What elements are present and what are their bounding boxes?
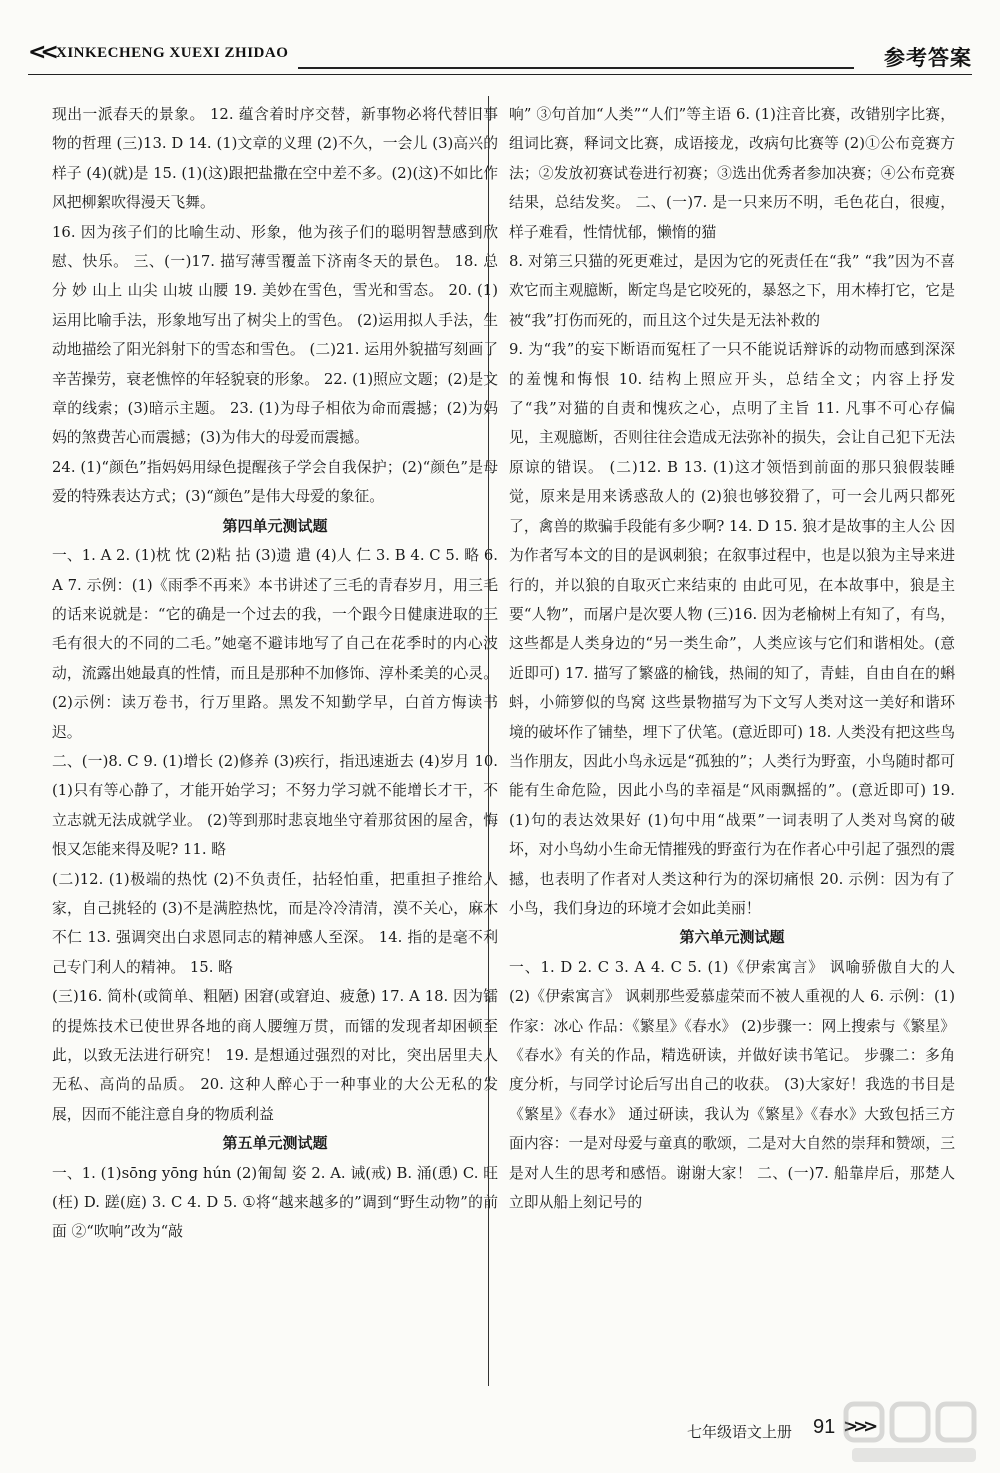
answer-paragraph: 现出一派春天的景象。 12. 蕴含着时序交替，新事物必将代替旧事物的哲理 (三)13. D 14. (1)文章的义理 (2)不久，一会儿 (3)高兴的样子 (4)(就)是 15. (1)(这)跟把盐撒在空中差不多。(2)(这)不如比作风把柳絮吹得漫天飞舞。 [52,106,498,212]
book-label: 七年级语文上册 [687,1423,793,1441]
series-brand: XINKECHENG XUEXI ZHIDAO [56,45,289,61]
header-rule [298,67,854,69]
section-heading-unit5: 第五单元测试题 [222,1134,328,1153]
column-divider [488,96,489,1386]
answer-paragraph: 24. (1)“颜色”指妈妈用绿色提醒孩子学会自我保护；(2)“颜色”是母爱的特殊表达方式；(3)“颜色”是伟大母爱的象征。 [52,458,498,506]
answer-paragraph: 一、1. A 2. (1)枕 忱 (2)粘 拈 (3)遗 遣 (4)人 仁 3. B 4. C 5. 略 6. A 7. 示例：(1)《雨季不再来》本书讲述了三毛的青春岁月，用三毛的话来说就是：“它的确是一个过去的我，一个跟今日健康进取的三毛有很大的不同的二毛。”她毫不避讳地写了自己在花季时的内心波动，流露出她最真的性情，而且是那种不加修饰、淳朴柔美的心灵。 (2)示例：读万卷书，行万里路。黑发不知勤学早，白首方悔读书迟。 [52,547,498,741]
left-column [52,100,498,1247]
triple-chevron-right-icon: >>> [843,1416,874,1437]
page-title: 参考答案 [884,46,972,70]
section-heading-unit6: 第六单元测试题 [679,928,785,947]
answer-paragraph: 二、(一)8. C 9. (1)增长 (2)修养 (3)疾行，指迅速逝去 (4)岁月 10. (1)只有等心静了，才能开始学习；不努力学习就不能增长才干，不立志就无法成就学业。 (2)等到那时悲哀地坐守着那贫困的屋舍，悔恨又怎能来得及呢? 11. 略 [52,752,498,859]
watermark-logo [842,1398,992,1468]
answer-paragraph: 16. 因为孩子们的比喻生动、形象，他为孩子们的聪明智慧感到欣慰、快乐。 三、(一)17. 描写薄雪覆盖下济南冬天的景色。 18. 总分 妙 山上 山尖 山坡 山腰 19. 美妙在雪色，雪光和雪态。 20. (1)运用比喻手法，形象地写出了树尖上的雪色。 (2)运用拟人手法，生动地描绘了阳光斜射下的雪态和雪色。 (二)21. 运用外貌描写刻画了辛苦操劳，衰老憔悴的年轻貌衰的形象。 22. (1)照应文题；(2)是文章的线索；(3)暗示主题。 23. (1)为母子相依为命而震撼；(2)为妈妈的煞费苦心而震撼；(3)为伟大的母爱而震撼。 [52,223,498,447]
answer-paragraph: 一、1. (1)sōng yōng hún (2)匍匐 姿 2. A. 诫(戒) B. 涌(恿) C. 旺(枉) D. 蹉(庭) 3. C 4. D 5. ①将“越来越多的”调到“野生动物”的前面 ②“吹响”改为“敲 [52,1164,498,1241]
answer-paragraph: 一、1. D 2. C 3. A 4. C 5. (1)《伊索寓言》 讽喻骄傲自大的人 (2)《伊索寓言》 讽刺那些爱慕虚荣而不被人重视的人 6. 示例：(1)作家：冰心 作品：《繁星》《春水》 (2)步骤一：网上搜索与《繁星》《春水》有关的作品，精选研读，并做好读书笔记。 步骤二：多角度分析，与同学讨论后写出自己的收获。 (3)大家好！我选的书目是《繁星》《春水》 通过研读，我认为《繁星》《春水》大致包括三方面内容：一是对母爱与童真的歌颂，二是对大自然的崇拜和赞颂，三是对人生的思考和感悟。谢谢大家！ 二、(一)7. 船靠岸后，那楚人立即从船上刻记号的 [509,958,955,1212]
header-rule-thin [28,74,972,75]
answer-paragraph: (二)12. (1)极端的热忱 (2)不负责任，拈轻怕重，把重担子推给人家，自己挑轻的 (3)不是满腔热忱，而是冷冷清清，漠不关心，麻木不仁 13. 强调突出白求恩同志的精神感人至深。 14. 指的是毫不利己专门利人的精神。 15. 略 [52,870,498,976]
double-chevron-left-icon: << [28,40,53,65]
page-header [28,30,972,76]
answer-paragraph: 9. 为“我”的妄下断语而冤枉了一只不能说话辩诉的动物而感到深深的羞愧和悔恨 10. 结构上照应开头，总结全文；内容上抒发了“我”对猫的自责和愧疚之心，点明了主旨 11. 凡事不可心存偏见，主观臆断，否则往往会造成无法弥补的损失，会让自己犯下无法原谅的错误。 (二)12. B 13. (1)这才领悟到前面的那只狼假装睡觉，原来是用来诱惑敌人的 (2)狼也够狡猾了，可一会儿两只都死了，禽兽的欺骗手段能有多少啊? 14. D 15. 狼才是故事的主人公 因为作者写本文的目的是讽刺狼；在叙事过程中，也是以狼为主导来进行的，并以狼的自取灭亡来结束的 由此可见，在本故事中，狼是主要“人物”，而屠户是次要人物 (三)16. 因为老榆树上有知了，有鸟，这些都是人类身边的“另一类生命”，人类应该与它们和谐相处。(意近即可) 17. 描写了繁盛的榆钱，热闹的知了，青蛙，自由自在的蝌蚪，小筛箩似的鸟窝 这些景物描写为下文写人类对这一美好和谐环境的破坏作了铺垫，埋下了伏笔。(意近即可) 18. 人类没有把这些鸟当作朋友，因此小鸟永远是“孤独的”；人类行为野蛮，小鸟随时都可能有生命危险，因此小鸟的幸福是“风雨飘摇的”。(意近即可) 19. (1)句的表达效果好 (1)句中用“战栗”一词表明了人类对鸟窝的破坏，对小鸟幼小生命无情摧残的野蛮行为在作者心中引起了强烈的震撼，也表明了作者对人类这种行为的深切痛恨 20. 示例：因为有了小鸟，我们身边的环境才会如此美丽！ [509,341,955,917]
right-column [509,100,955,1217]
section-heading-unit4: 第四单元测试题 [222,516,328,535]
answer-paragraph: (三)16. 简朴(或简单、粗陋) 困窘(或窘迫、疲惫) 17. A 18. 因为镭的提炼技术已使世界各地的商人腰缠万贯，而镭的发现者却困顿至此，以致无法进行研究！ 19. 是想通过强烈的对比，突出居里夫人无私、高尚的品质。 20. 这种人醉心于一种事业的大公无私的发展，因而不能注意自身的物质利益 [52,988,498,1123]
answer-paragraph: 响” ③句首加“人类”“人们”等主语 6. (1)注音比赛，改错别字比赛，组词比赛，释词文比赛，成语接龙，改病句比赛等 (2)①公布竞赛方法；②发放初赛试卷进行初赛；③选出优秀者参加决赛；④公布竞赛结果，总结发奖。 二、(一)7. 是一只来历不明，毛色花白，很瘦，样子难看，性情忧郁，懒惰的猫 [509,106,955,241]
page-number: 91 [813,1416,836,1438]
answer-paragraph: 8. 对第三只猫的死更难过，是因为它的死责任在“我” “我”因为不喜欢它而主观臆断，断定鸟是它咬死的，暴怒之下，用木棒打它，它是被“我”打伤而死的，而且这个过失是无法补救的 [509,253,955,329]
